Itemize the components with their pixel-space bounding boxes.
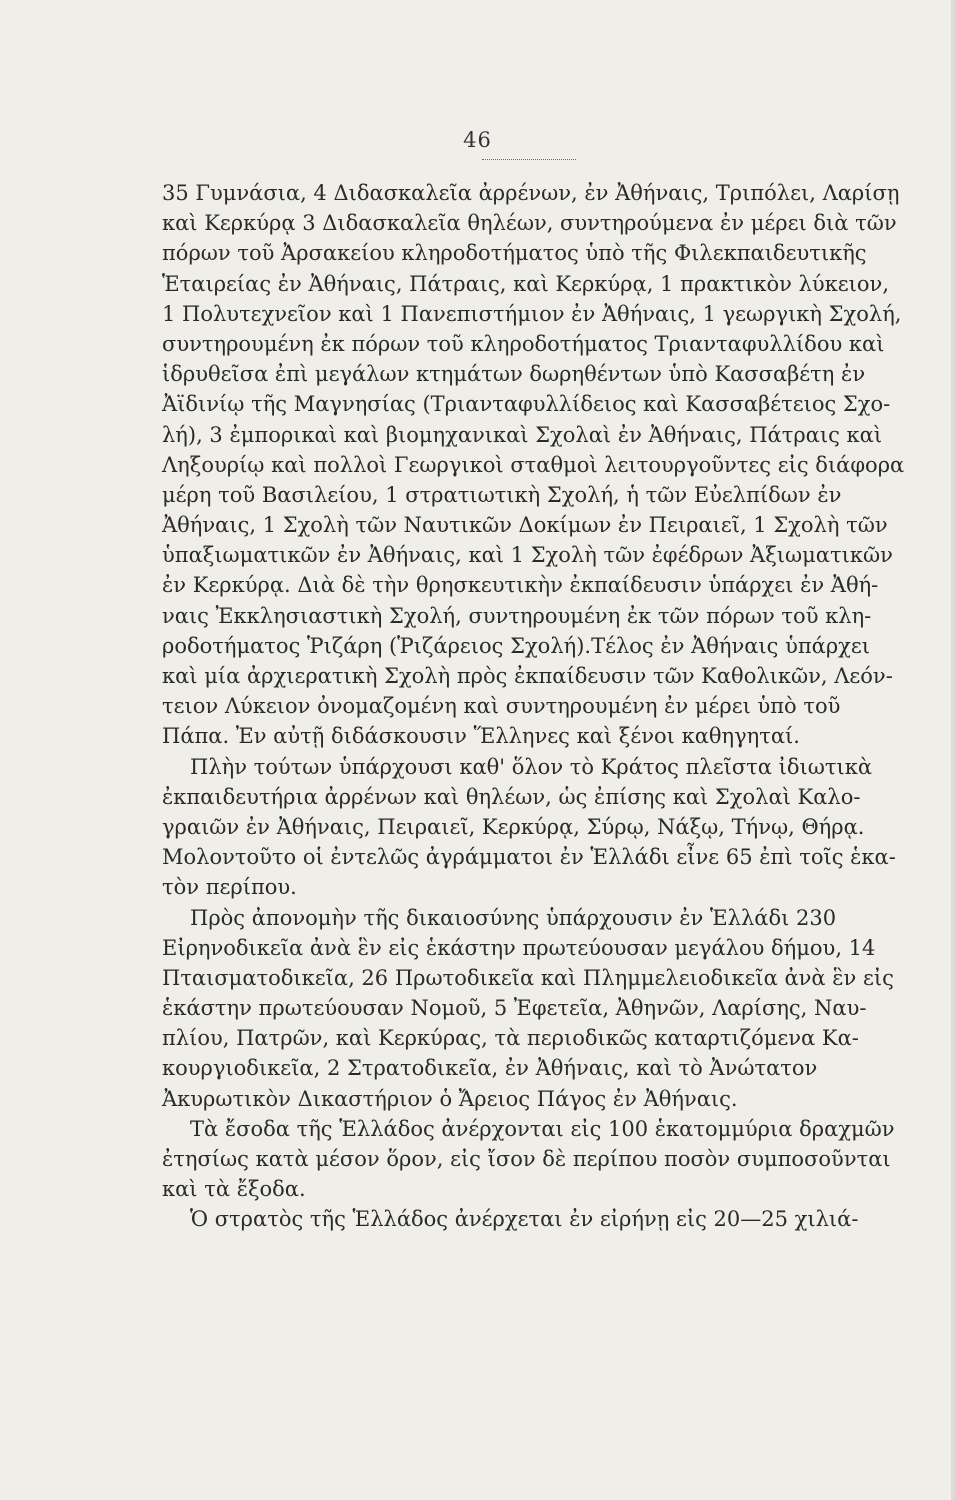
- text-line: κουργιοδικεῖα, 2 Στρατοδικεῖα, ἐν Ἀθήναις, καὶ τὸ Ἀνώτατον: [162, 1056, 818, 1081]
- text-line: συντηρουμένη ἐκ πόρων τοῦ κληροδοτήματος Τριανταφυλλίδου καὶ: [162, 331, 885, 356]
- text-line: ἐν Κερκύρᾳ. Διὰ δὲ τὴν θρησκευτικὴν ἐκπαίδευσιν ὑπάρχει ἐν Ἀθή-: [162, 573, 879, 598]
- text-line: Ἑταιρείας ἐν Ἀθήναις, Πάτραις, καὶ Κερκύρᾳ, 1 πρακτικὸν λύκειον,: [162, 271, 890, 296]
- text-line: καὶ Κερκύρᾳ 3 Διδασκαλεῖα θηλέων, συντηρούμενα ἐν μέρει διὰ τῶν: [162, 211, 897, 236]
- body-text: [162, 178, 914, 1235]
- text-line: Πρὸς ἀπονομὴν τῆς δικαιοσύνης ὑπάρχουσιν ἐν Ἑλλάδι 230: [190, 905, 837, 930]
- text-line: ναις Ἐκκλησιαστικὴ Σχολή, συντηρουμένη ἐκ τῶν πόρων τοῦ κλη-: [162, 603, 872, 628]
- text-line: Ὁ στρατὸς τῆς Ἑλλάδος ἀνέρχεται ἐν εἰρήνῃ εἰς 20—25 χιλιά-: [190, 1207, 859, 1232]
- text-line: ἑκάστην πρωτεύουσαν Νομοῦ, 5 Ἐφετεῖα, Ἀθηνῶν, Λαρίσης, Ναυ-: [162, 996, 867, 1021]
- text-line: Πάπα. Ἐν αὐτῇ διδάσκουσιν Ἕλληνες καὶ ξένοι καθηγηταί.: [162, 724, 800, 749]
- text-line: μέρη τοῦ Βασιλείου, 1 στρατιωτικὴ Σχολή, ἡ τῶν Εὐελπίδων ἐν: [162, 482, 842, 507]
- text-line: καὶ τὰ ἔξοδα.: [162, 1177, 306, 1202]
- text-line: Ἀκυρωτικὸν Δικαστήριον ὁ Ἄρειος Πάγος ἐν Ἀθήναις.: [162, 1086, 738, 1111]
- text-line: πόρων τοῦ Ἀρσακείου κληροδοτήματος ὑπὸ τῆς Φιλεκπαιδευτικῆς: [162, 241, 867, 266]
- text-line: ἐκπαιδευτήρια ἀρρένων καὶ θηλέων, ὡς ἐπίσης καὶ Σχολαὶ Καλο-: [162, 784, 861, 809]
- text-line: ἐτησίως κατὰ μέσον ὅρον, εἰς ἴσον δὲ περίπου ποσὸν συμποσοῦνται: [162, 1147, 891, 1171]
- text-line: καὶ μία ἀρχιερατικὴ Σχολὴ πρὸς ἐκπαίδευσιν τῶν Καθολικῶν, Λεόν-: [162, 664, 893, 688]
- text-line: Εἰρηνοδικεῖα ἀνὰ ἓν εἰς ἑκάστην πρωτεύουσαν μεγάλου δήμου, 14: [162, 935, 876, 960]
- text-line: Ληξουρίῳ καὶ πολλοὶ Γεωργικοὶ σταθμοὶ λειτουργοῦντες εἰς διάφορα: [162, 452, 905, 477]
- text-line: 1 Πολυτεχνεῖον καὶ 1 Πανεπιστήμιον ἐν Ἀθήναις, 1 γεωργικὴ Σχολή,: [162, 301, 902, 326]
- text-line: Πταισματοδικεῖα, 26 Πρωτοδικεῖα καὶ Πλημμελειοδικεῖα ἀνὰ ἓν εἰς: [162, 965, 894, 990]
- page-number: 46: [463, 128, 492, 152]
- text-line: 35 Γυμνάσια, 4 Διδασκαλεῖα ἀρρένων, ἐν Ἀθήναις, Τριπόλει, Λαρίσῃ: [162, 181, 900, 205]
- text-line: ροδοτήματος Ῥιζάρη (Ῥιζάρειος Σχολή).Τέλος ἐν Ἀθήναις ὑπάρχει: [162, 633, 871, 658]
- text-line: Ἀθήναις, 1 Σχολὴ τῶν Ναυτικῶν Δοκίμων ἐν Πειραιεῖ, 1 Σχολὴ τῶν: [162, 513, 888, 538]
- text-line: Πλὴν τούτων ὑπάρχουσι καθ' ὅλον τὸ Κράτος πλεῖστα ἰδιωτικὰ: [190, 754, 873, 779]
- page-edge: [951, 0, 955, 1500]
- text-line: τὸν περίπου.: [162, 875, 297, 900]
- text-line: Τὰ ἔσοδα τῆς Ἑλλάδος ἀνέρχονται εἰς 100 ἑκατομμύρια δραχμῶν: [190, 1116, 895, 1141]
- header-rule: [482, 159, 576, 160]
- text-line: γραιῶν ἐν Ἀθήναις, Πειραιεῖ, Κερκύρᾳ, Σύρῳ, Νάξῳ, Τήνῳ, Θήρᾳ.: [162, 814, 865, 839]
- text-line: ἱδρυθεῖσα ἐπὶ μεγάλων κτημάτων δωρηθέντων ὑπὸ Κασσαβέτη ἐν: [162, 362, 866, 387]
- text-line: Μολοντοῦτο οἱ ἐντελῶς ἀγράμματοι ἐν Ἑλλάδι εἶνε 65 ἐπὶ τοῖς ἑκα-: [162, 845, 896, 870]
- text-line: πλίου, Πατρῶν, καὶ Κερκύρας, τὰ περιοδικῶς καταρτιζόμενα Κα-: [162, 1026, 859, 1051]
- text-line: τειον Λύκειον ὀνομαζομένη καὶ συντηρουμένη ἐν μέρει ὑπὸ τοῦ: [162, 694, 841, 719]
- text-line: Ἀϊδινίῳ τῆς Μαγνησίας (Τριανταφυλλίδειος καὶ Κασσαβέτειος Σχο-: [162, 392, 891, 417]
- text-line: ὑπαξιωματικῶν ἐν Ἀθήναις, καὶ 1 Σχολὴ τῶν ἐφέδρων Ἀξιωματικῶν: [162, 543, 893, 568]
- text-line: λή), 3 ἐμπορικαὶ καὶ βιομηχανικαὶ Σχολαὶ ἐν Ἀθήναις, Πάτραις καὶ: [162, 422, 883, 447]
